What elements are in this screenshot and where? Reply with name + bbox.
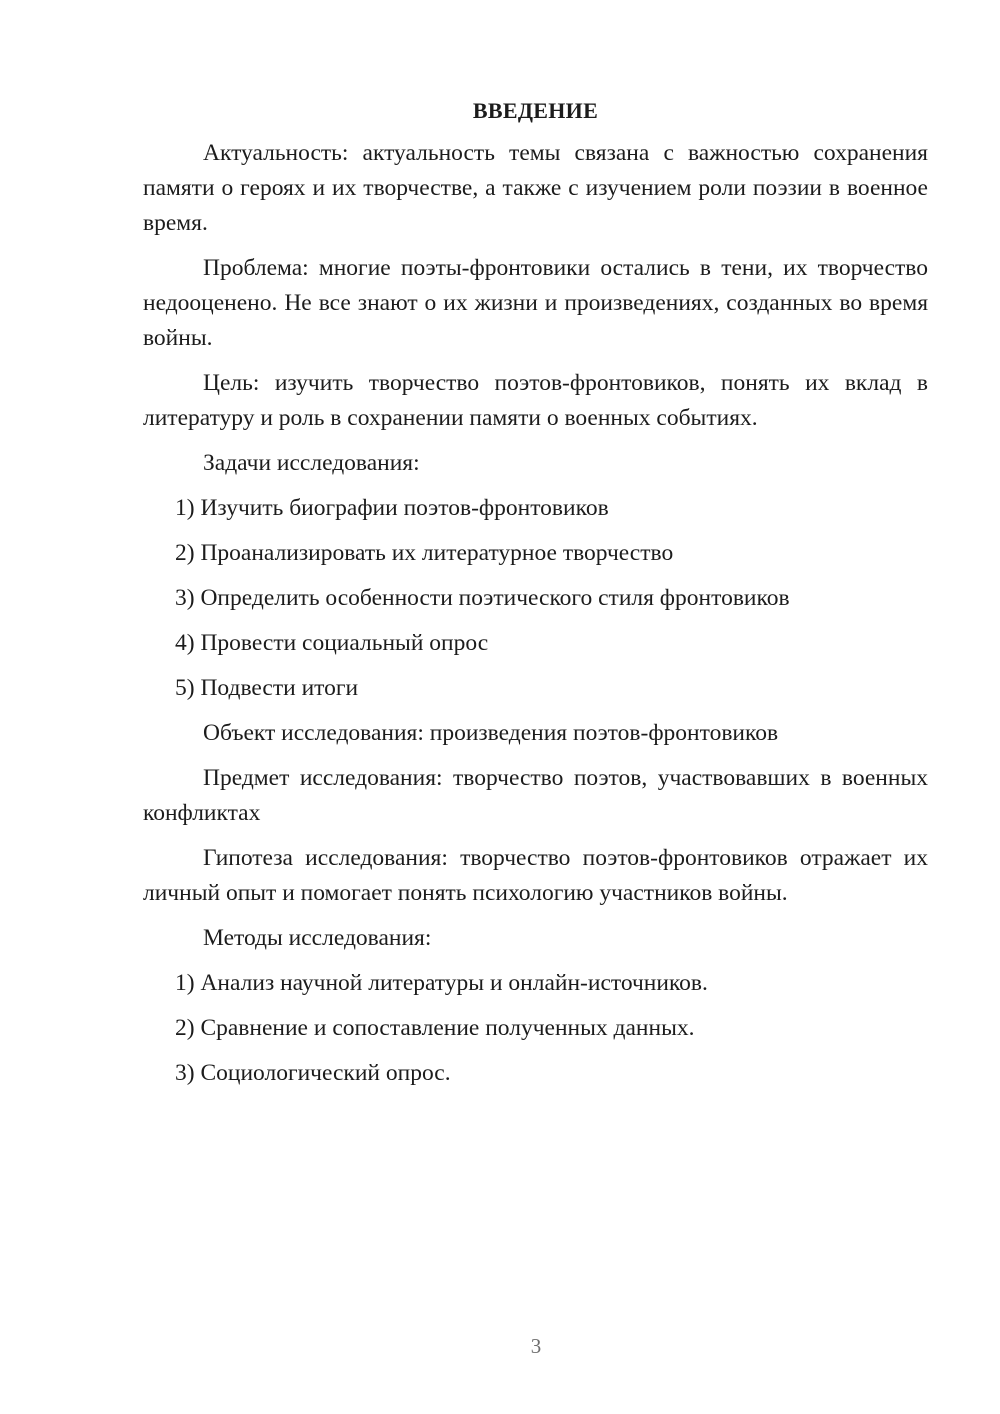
tasks-heading: Задачи исследования: [203,450,420,476]
task-item: 5) Подвести итоги [175,675,359,701]
page-content [143,94,928,1101]
methods-heading: Методы исследования: [203,925,432,951]
page-number: 3 [530,1334,542,1358]
task-item: 4) Провести социальный опрос [175,630,489,656]
tasks-list [143,491,928,706]
method-item: 3) Социологический опрос. [175,1060,451,1086]
hypothesis-paragraph: Гипотеза исследования: творчество поэтов-фронтовиков отражает их личный опыт и помогает понять психологию участников войны. [143,845,928,906]
goal-paragraph: Цель: изучить творчество поэтов-фронтовиков, понять их вклад в литературу и роль в сохранении памяти о военных событиях. [143,370,928,431]
task-item: 3) Определить особенности поэтического стиля фронтовиков [175,585,790,611]
problem-paragraph: Проблема: многие поэты-фронтовики остались в тени, их творчество недооценено. Не все знают о их жизни и произведениях, созданных во время войны. [143,255,928,351]
section-title: ВВЕДЕНИЕ [472,98,599,123]
method-item: 1) Анализ научной литературы и онлайн-источников. [175,970,708,996]
methods-list [143,966,928,1091]
task-item: 1) Изучить биографии поэтов-фронтовиков [175,495,609,521]
method-item: 2) Сравнение и сопоставление полученных данных. [175,1015,695,1041]
subject-paragraph: Предмет исследования: творчество поэтов, участвовавших в военных конфликтах [143,765,928,826]
relevance-paragraph: Актуальность: актуальность темы связана с важностью сохранения памяти о героях и их творчестве, а также с изучением роли поэзии в военное время. [143,140,928,236]
task-item: 2) Проанализировать их литературное творчество [175,540,674,566]
object-paragraph: Объект исследования: произведения поэтов-фронтовиков [203,720,779,746]
